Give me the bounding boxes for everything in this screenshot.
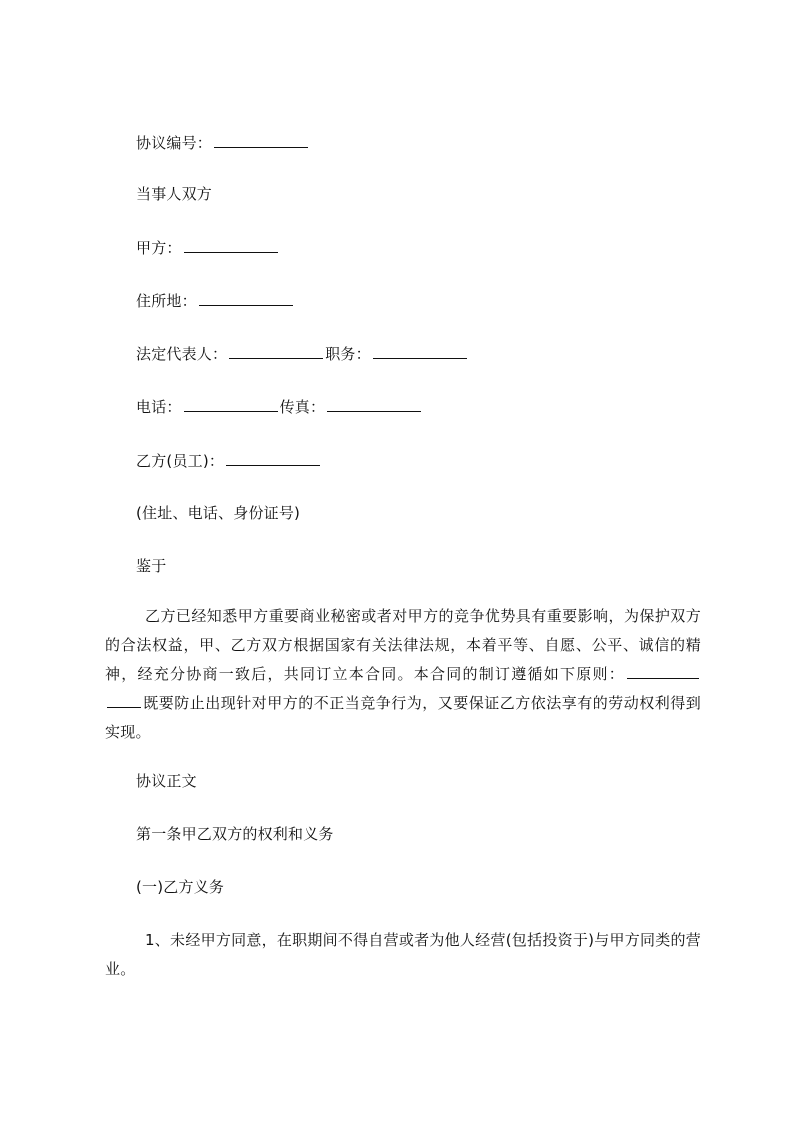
party-a-label: 甲方：	[136, 239, 182, 257]
address-blank	[199, 290, 293, 306]
phone-fax-line	[136, 396, 423, 417]
party-b-blank	[226, 450, 320, 466]
fax-blank	[327, 396, 421, 412]
party-a-blank	[184, 237, 278, 253]
position-label: 职务：	[325, 345, 371, 363]
whereas-text-part-2: 既要防止出现针对甲方的不正当竞争行为，又要保证乙方依法享有的劳动权利得到实现。	[105, 694, 701, 741]
clause-1-paragraph	[105, 926, 701, 984]
parties-heading: 当事人双方	[136, 185, 213, 203]
clause-1-text: 1、未经甲方同意，在职期间不得自营或者为他人经营(包括投资于)与甲方同类的营业。	[105, 931, 701, 978]
fax-label: 传真：	[279, 398, 326, 416]
whereas-heading: 鉴于	[136, 557, 167, 575]
agreement-number-blank	[214, 132, 308, 148]
principle-blank-end	[627, 664, 699, 679]
legal-representative-blank	[229, 343, 323, 359]
article-1-title: 第一条甲乙双方的权利和义务	[136, 825, 334, 843]
address-label: 住所地：	[136, 292, 197, 310]
principle-blank-start	[107, 693, 141, 708]
phone-label: 电话：	[136, 398, 182, 416]
party-a-line	[136, 237, 280, 258]
position-blank	[373, 343, 467, 359]
party-b-note: (住址、电话、身份证号)	[136, 504, 301, 522]
agreement-body-heading: 协议正文	[136, 772, 197, 790]
whereas-text-part-1: 乙方已经知悉甲方重要商业秘密或者对甲方的竞争优势具有重要影响，为保护双方的合法权益，甲、乙方双方根据国家有关法律法规，本着平等、自愿、公平、诚信的精神，经充分协商一致后，共同订立本合同。本合同的制订遵循如下原则：	[105, 607, 701, 683]
phone-blank	[184, 396, 278, 412]
agreement-number-line	[136, 132, 310, 153]
section-1-title: (一)乙方义务	[136, 878, 225, 896]
party-b-label: 乙方(员工)：	[136, 452, 225, 470]
legal-representative-line	[136, 343, 469, 364]
address-line	[136, 290, 295, 311]
legal-representative-label: 法定代表人：	[136, 345, 228, 363]
party-b-line	[136, 450, 322, 471]
agreement-number-label: 协议编号：	[136, 134, 213, 152]
whereas-paragraph	[105, 602, 701, 747]
